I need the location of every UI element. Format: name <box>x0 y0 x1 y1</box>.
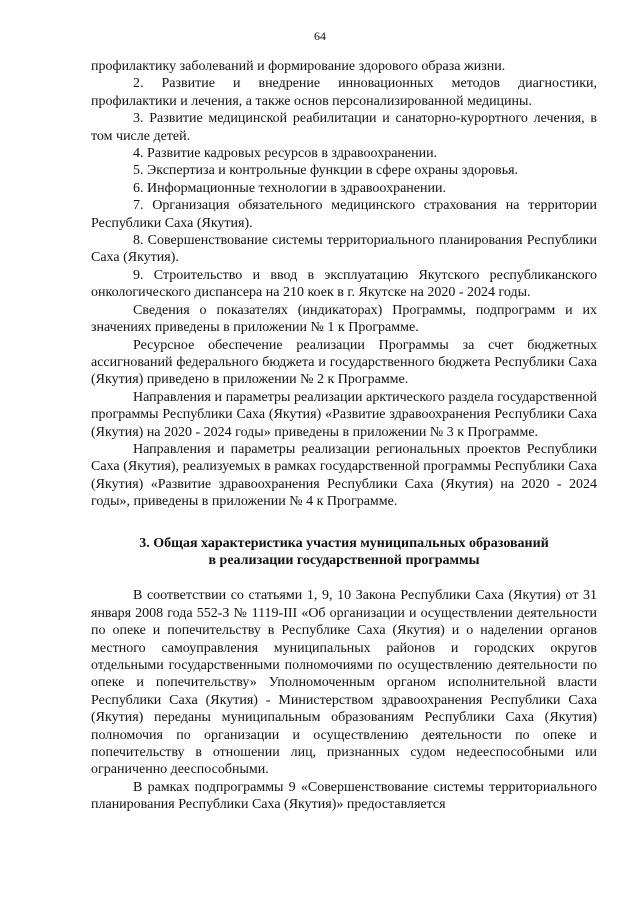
list-item-4: 4. Развитие кадровых ресурсов в здравоохранении. <box>133 146 438 162</box>
document-body <box>91 58 597 814</box>
paragraph-regional-projects: Направления и параметры реализации региональных проектов Республики Саха (Якутия), реализуемых в рамках государственной программы Республики Саха (Якутия) «Развитие здравоохранения Республики Саха (Якутия) на 2020 - 2024 годы», приведены в приложении № 4 к Программе. <box>91 441 597 510</box>
section-heading <box>91 535 597 570</box>
list-item-3: 3. Развитие медицинской реабилитации и санаторно-курортного лечения, в том числе детей. <box>91 111 597 144</box>
section-heading-line-2: в реализации государственной программы <box>208 552 480 568</box>
paragraph-resources: Ресурсное обеспечение реализации Программы за счет бюджетных ассигнований федерального бюджета и государственного бюджета Республики Саха (Якутия) приведено в приложении № 2 к Программе. <box>91 337 597 388</box>
paragraph-arctic: Направления и параметры реализации арктического раздела государственной программы Республики Саха (Якутия) «Развитие здравоохранения Республики Саха (Якутия) на 2020 - 2024 годы» приведены в приложении № 3 к Программе. <box>91 389 597 440</box>
section-heading-line-1: 3. Общая характеристика участия муниципальных образований <box>139 535 549 551</box>
paragraph-continuation: профилактику заболеваний и формирование здорового образа жизни. <box>91 59 506 74</box>
list-item-2: 2. Развитие и внедрение инновационных методов диагностики, профилактики и лечения, а также основ персонализированной медицины. <box>91 76 597 109</box>
paragraph-subprogram: В рамках подпрограммы 9 «Совершенствование системы территориального планирования Республики Саха (Якутия)» предоставляется <box>91 779 597 813</box>
paragraph-law: В соответствии со статьями 1, 9, 10 Закона Республики Саха (Якутия) от 31 января 2008 года 552-З № 1119-III «Об организации и осуществлении деятельности по опеке и попечительству в Республике Саха (Якутия) и о наделении органов местного самоуправления муниципальных районов и городских округов отдельными государственными полномочиями по осуществлению деятельности по опеке и попечительству» Уполномоченным органом исполнительной власти Республики Саха (Якутия) - Министерством здравоохранения Республики Саха (Якутия) переданы муниципальным образованиям Республики Саха (Якутия) полномочия по организации и осуществлению деятельности по опеке и попечительству в отношении лиц, признанных судом недееспособными или ограниченно дееспособными. <box>91 588 597 778</box>
page-number: 64 <box>314 29 326 43</box>
list-item-9: 9. Строительство и ввод в эксплуатацию Якутского республиканского онкологического диспансера на 210 коек в г. Якутске на 2020 - 2024 годы. <box>91 267 597 301</box>
list-item-8: 8. Совершенствование системы территориального планирования Республики Саха (Якутия). <box>91 233 597 266</box>
list-item-6: 6. Информационные технологии в здравоохранении. <box>133 180 446 196</box>
paragraph-indicators: Сведения о показателях (индикаторах) Программы, подпрограмм и их значениях приведены в приложении № 1 к Программе. <box>91 302 597 336</box>
list-item-7: 7. Организация обязательного медицинского страхования на территории Республики Саха (Якутия). <box>91 198 597 231</box>
list-item-5: 5. Экспертиза и контрольные функции в сфере охраны здоровья. <box>133 163 519 179</box>
